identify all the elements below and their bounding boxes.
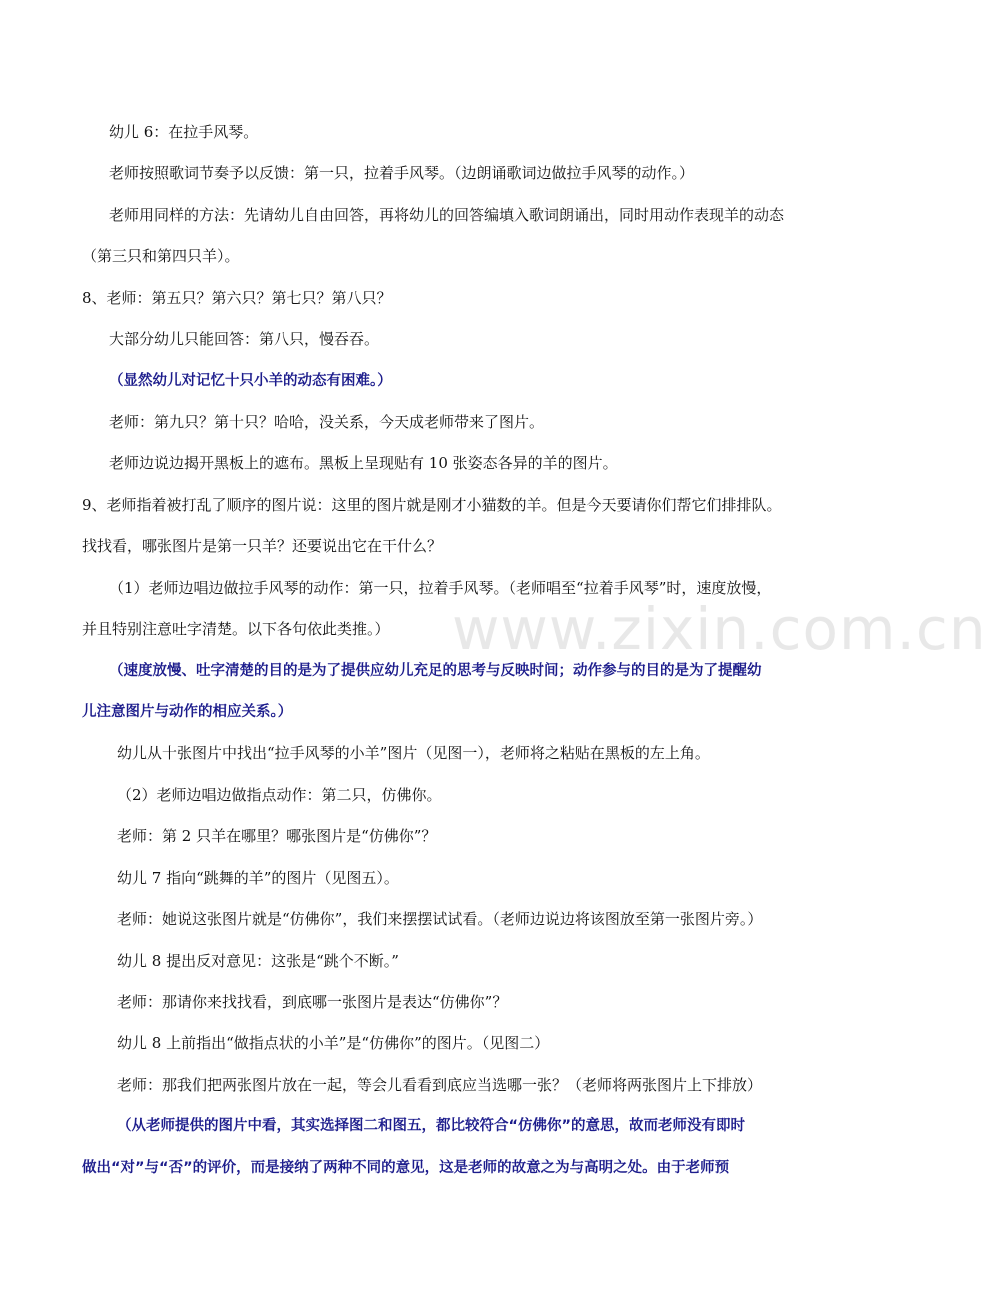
- paragraph-line: 幼儿从十张图片中找出“拉手风琴的小羊”图片（见图一），老师将之粘贴在黑板的左上角。: [117, 744, 710, 762]
- paragraph-line: 老师：她说这张图片就是“仿佛你”，我们来摆摆试试看。（老师边说边将该图放至第一张图片旁。）: [117, 910, 763, 928]
- paragraph-line: 9、老师指着被打乱了顺序的图片说：这里的图片就是刚才小猫数的羊。但是今天要请你们帮它们排排队。: [82, 496, 782, 514]
- paragraph-line: 老师边说边揭开黑板上的遮布。黑板上呈现贴有 10 张姿态各异的羊的图片。: [109, 454, 618, 472]
- paragraph-line: 大部分幼儿只能回答：第八只，慢吞吞。: [109, 330, 380, 348]
- annotation-line: 儿注意图片与动作的相应关系。）: [82, 704, 293, 720]
- paragraph-line: 幼儿 7 指向“跳舞的羊”的图片（见图五）。: [117, 869, 399, 887]
- watermark: www.zixin.com.cn: [452, 595, 987, 663]
- paragraph-line: 幼儿 8 提出反对意见：这张是“跳个不断。”: [117, 952, 399, 970]
- paragraph-line: 幼儿 8 上前指出“做指点状的小羊”是“仿佛你”的图片。（见图二）: [117, 1034, 550, 1052]
- annotation-line: 做出“对”与“否”的评价，而是接纳了两种不同的意见，这是老师的故意之为与高明之处。由于老师预: [82, 1160, 730, 1176]
- paragraph-line: 8、老师：第五只？第六只？第七只？第八只？: [82, 289, 392, 307]
- paragraph-line: （第三只和第四只羊）。: [82, 247, 240, 265]
- annotation-line: （从老师提供的图片中看，其实选择图二和图五，都比较符合“仿佛你”的意思，故而老师没有即时: [117, 1118, 746, 1134]
- paragraph-line: 老师按照歌词节奏予以反馈：第一只，拉着手风琴。（边朗诵歌词边做拉手风琴的动作。）: [109, 164, 695, 182]
- paragraph-line: 老师：那请你来找找看，到底哪一张图片是表达“仿佛你”？: [117, 993, 508, 1011]
- paragraph-line: （2）老师边唱边做指点动作：第二只，仿佛你。: [117, 786, 442, 804]
- paragraph-line: 老师用同样的方法：先请幼儿自由回答，再将幼儿的回答编填入歌词朗诵出，同时用动作表现羊的动态: [109, 206, 785, 224]
- paragraph-line: 幼儿 6：在拉手风琴。: [109, 123, 259, 141]
- annotation-line: （显然幼儿对记忆十只小羊的动态有困难。）: [109, 373, 392, 389]
- annotation-line: （速度放慢、吐字清楚的目的是为了提供应幼儿充足的思考与反映时间；动作参与的目的是为了提醒幼: [109, 663, 762, 679]
- paragraph-line: （1）老师边唱边做拉手风琴的动作：第一只，拉着手风琴。（老师唱至“拉着手风琴”时，速度放慢，: [109, 579, 772, 597]
- paragraph-line: 老师：第 2 只羊在哪里？哪张图片是“仿佛你”？: [117, 827, 437, 845]
- paragraph-line: 老师：那我们把两张图片放在一起，等会儿看看到底应当选哪一张？（老师将两张图片上下排放）: [117, 1076, 763, 1094]
- paragraph-line: 老师：第九只？第十只？哈哈，没关系，今天成老师带来了图片。: [109, 413, 545, 431]
- paragraph-line: 找找看，哪张图片是第一只羊？还要说出它在干什么？: [82, 537, 443, 555]
- paragraph-line: 并且特别注意吐字清楚。以下各句依此类推。）: [82, 620, 390, 638]
